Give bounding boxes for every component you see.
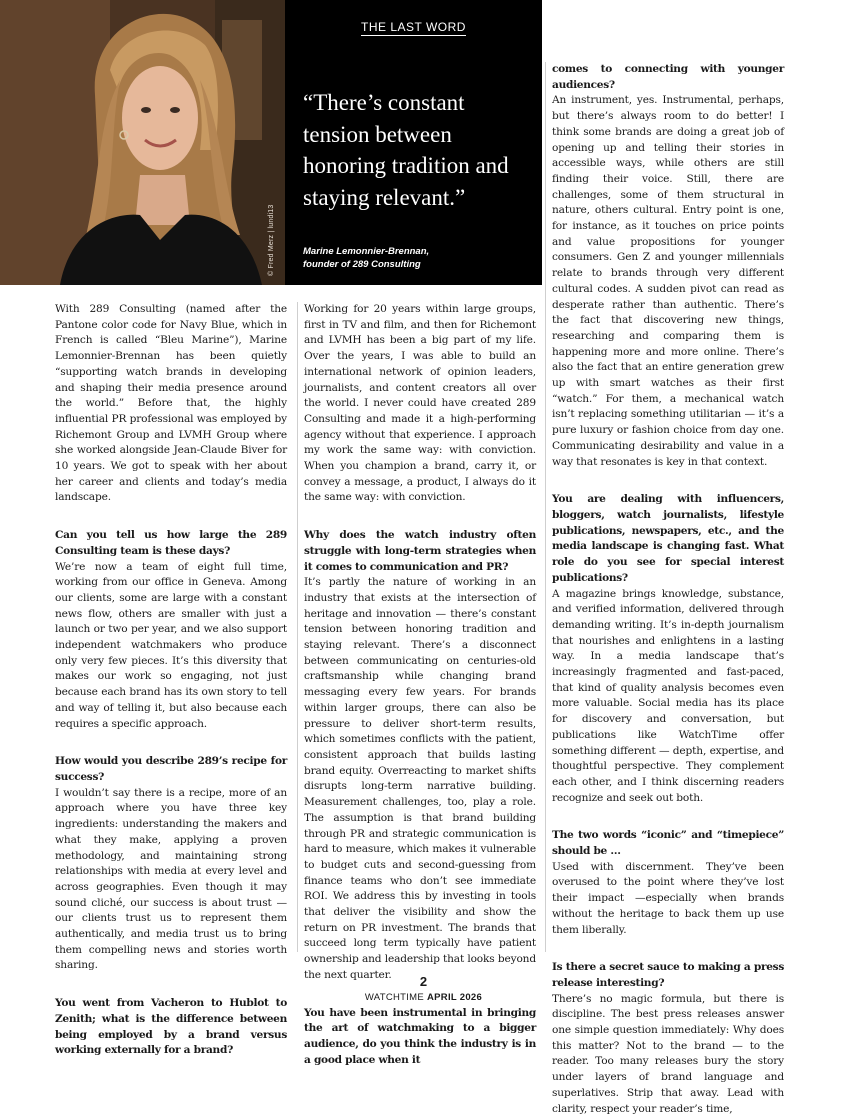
- question-heading-continued: comes to connecting with younger audiences?: [552, 63, 784, 91]
- issue-date: APRIL 2026: [427, 992, 483, 1003]
- question-heading: You have been instrumental in bringing the art of watchmaking to a bigger audience, do you think the industry is in a good place when it: [304, 1006, 536, 1066]
- intro-paragraph: With 289 Consulting (named after the Pantone color code for Navy Blue, which in French is called “Bleu Marine”), Marine Lemonnier-Brennan has been quietly “supporting watch brands in developing and shaping their media presence around the world.” Before that, the highly influential PR professional was employed by Richemont Group and LVMH Group where she worked alongside Jean-Claude Biver for 10 years. We got to speak with her about her career and clients and today’s media landscape.: [55, 303, 287, 504]
- page-number: 2: [419, 974, 428, 989]
- quote-panel: [285, 0, 542, 285]
- portrait-photo: [0, 0, 285, 285]
- answer-paragraph: An instrument, yes. Instrumental, perhaps, but there’s always room to do better! I think some brands are doing a great job of opening up and telling their stories in accessible ways, while others are still finding their voice. Still, there are challenges, some of them structural in nature, others cultural. Entry point is one, for instance, as it touches on price points and value propositions for younger consumers. Gen Z and younger millennials relate to brands through very different cultural codes. A sudden pivot can read as desperate rather than authentic. There’s the fact that discovering new things, researching and comparing them is happening more and more online. There’s also the fact that an entire generation grew up with smart watches as their first “watch.” For them, a mechanical watch isn’t replacing something utilitarian — it’s a pure luxury or fashion choice from day one. Communicating desirability and value in a way that resonates is key in that context.: [552, 94, 784, 468]
- answer-paragraph: It’s partly the nature of working in an industry that exists at the intersection of heritage and innovation — there’s constant tension between honoring tradition and staying relevant. There’s a disconnect between communicating on centuries-old craftsmanship while changing brand messaging every few years. For brands within larger groups, there can also be pressure to deliver short-term results, which sometimes conflicts with the patient, consistent approach that builds lasting brand equity. Overreacting to market shifts disrupts long-term narrative building. Measurement challenges, too, play a role. The assumption is that brand building through PR and strategic communication is hard to measure, which makes it vulnerable to budget cuts and second-guessing from finance teams who don’t see immediate ROI. We address this by investing in tools that deliver the visibility and show the return on PR investment. The brands that succeed long term typically have patient ownership and leadership that looks beyond the next quarter.: [304, 576, 536, 981]
- question-heading: The two words “iconic” and “timepiece” should be …: [552, 829, 784, 858]
- attribution-role: founder of 289 Consulting: [303, 258, 421, 270]
- column-divider: [297, 302, 298, 952]
- section-label-text: THE LAST WORD: [361, 20, 466, 34]
- question-heading: How would you describe 289’s recipe for success?: [55, 755, 287, 783]
- question-heading: Why does the watch industry often struggle with long-term strategies when it comes to communication and PR?: [304, 529, 536, 573]
- portrait-illustration: [0, 0, 285, 285]
- photo-credit: © Fred Merz | lundi13: [268, 204, 275, 276]
- footer-masthead: [0, 992, 847, 1003]
- section-label: [285, 20, 542, 34]
- magazine-name: WATCHTIME: [364, 992, 425, 1003]
- answer-paragraph: There’s no magic formula, but there is discipline. The best press releases answer one simple question immediately: Why does this matter? Not to the brand — to the reader. Too many releases bury the story under layers of brand language and superlatives. Strip that away. Lead with clarity, respect your reader’s time,: [552, 992, 784, 1115]
- article-column-2: [304, 302, 536, 1068]
- answer-paragraph: I wouldn’t say there is a recipe, more of an approach where you have three key ingredients: understanding the makers and what they make, applying a proven methodology, and maintaining strong relationships with media at every level and across geographies. Even though it may sound cliché, our success is about trust — our clients trust us to represent them authentically, and media trust us to bring them compelling news and stories worth sharing.: [55, 786, 287, 972]
- question-heading: You are dealing with influencers, bloggers, watch journalists, lifestyle publications, newspapers, etc., and the media landscape is changing fast. What role do you see for special interest publications?: [552, 493, 784, 584]
- article-column-1: [55, 302, 287, 1059]
- question-heading: Is there a secret sauce to making a press release interesting?: [552, 961, 784, 989]
- column-divider: [545, 62, 546, 952]
- attribution-name: Marine Lemonnier-Brennan,: [303, 246, 430, 257]
- answer-paragraph: A magazine brings knowledge, substance, and verified information, delivered through demanding writing. It’s in-depth journalism that nourishes and enlightens in a lasting way. In a media landscape that’s increasingly fragmented and fast-paced, that kind of quality analysis becomes even more valuable. Social media has its place for discovery and conversation, but publications like WatchTime offer something different — depth, expertise, and thoughtful perspective. They complement each other, and I think discerning readers recognize and seek out both.: [552, 587, 784, 804]
- answer-paragraph: Used with discernment. They’ve been overused to the point where they’ve lost their impact —especially when brands without the heritage to back them up use them liberally.: [552, 860, 784, 936]
- quote-attribution: [303, 246, 535, 271]
- pull-quote: “There’s constant tension between honoring tradition and staying relevant.”: [303, 90, 509, 210]
- article-column-3: [552, 62, 784, 1117]
- answer-paragraph: We’re now a team of eight full time, working from our office in Geneva. Among our clients, some are large with a constant news flow, others are smaller with just a launch or two per year, and we also support independent watchmakers who produce only very few pieces. It’s this diversity that makes our work so engaging, not just because each brand has its own story to tell and way of telling it, but also because each requires a specific approach.: [55, 560, 287, 730]
- answer-paragraph: Working for 20 years within large groups, first in TV and film, and then for Richemont and LVMH has been a big part of my life. Over the years, I was able to build an international network of opinion leaders, journalists, and content creators all over the world. I never could have created 289 Consulting and made it a high-performing agency without that experience. I approach my work the same way: with conviction. When you champion a brand, carry it, or convey a message, a product, I always do it the same way: with conviction.: [304, 303, 536, 504]
- question-heading: Can you tell us how large the 289 Consulting team is these days?: [55, 529, 287, 557]
- question-heading: You went from Vacheron to Hublot to Zenith; what is the difference between being employed by a brand versus working externally for a brand?: [55, 997, 287, 1057]
